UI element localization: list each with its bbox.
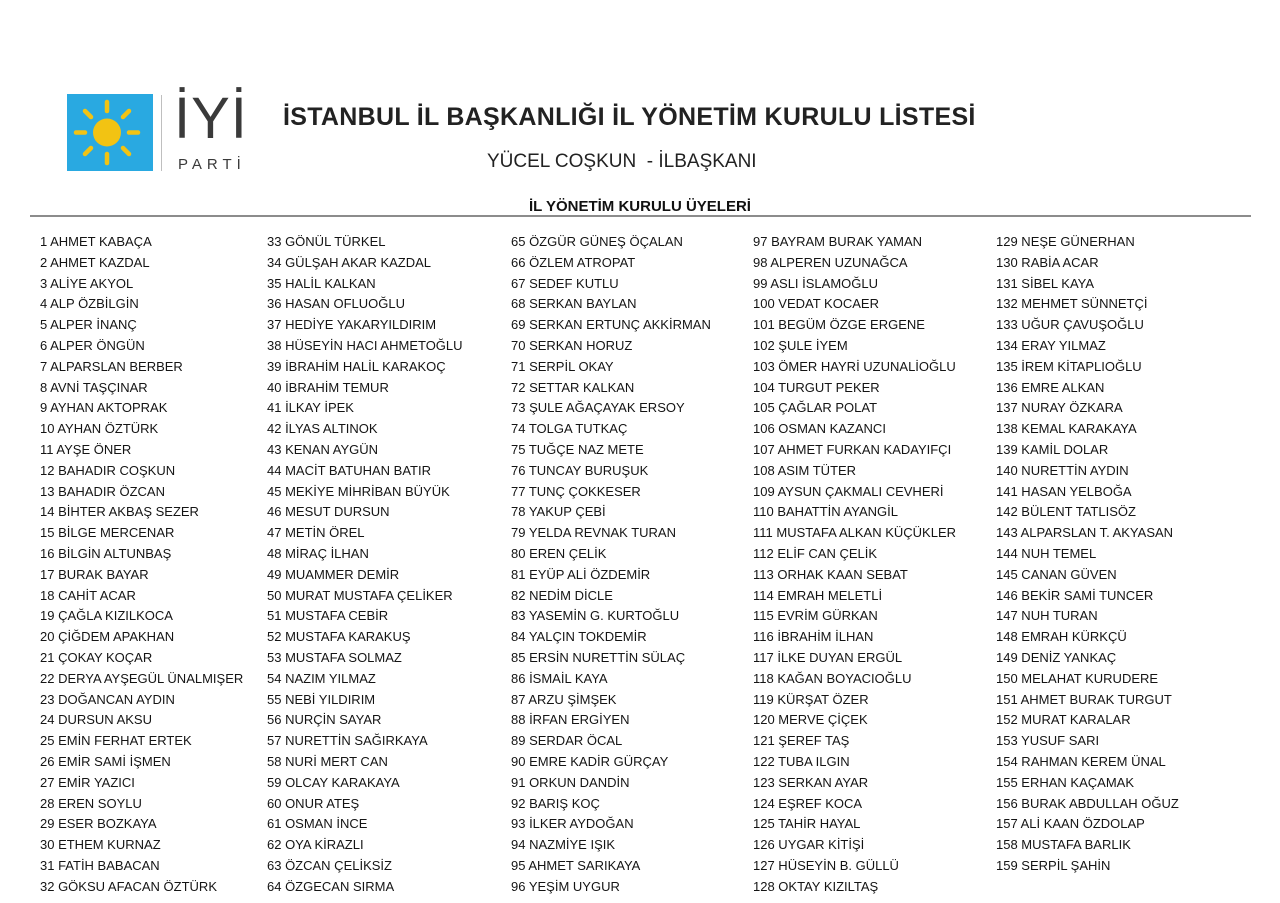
list-item: 148 EMRAH KÜRKÇÜ [996,629,1127,645]
list-item: 108 ASIM TÜTER [753,462,857,478]
list-item: 146 BEKİR SAMİ TUNCER [996,587,1154,603]
list-item: 13 BAHADIR ÖZCAN [40,483,165,499]
list-item: 9 AYHAN AKTOPRAK [40,400,168,416]
list-item: 111 MUSTAFA ALKAN KÜÇÜKLER [753,525,957,541]
list-item: 102 ŞULE İYEM [753,337,848,353]
page-title: İSTANBUL İL BAŞKANLIĞI İL YÖNETİM KURULU LİSTESİ [283,103,976,131]
list-item: 11 AYŞE ÖNER [40,441,132,457]
list-item: 84 YALÇIN TOKDEMİR [511,629,647,645]
list-item: 122 TUBA ILGIN [753,753,850,769]
member-list [0,232,1280,902]
list-item: 158 MUSTAFA BARLIK [996,837,1131,853]
list-item: 58 NURİ MERT CAN [267,753,388,769]
list-item: 69 SERKAN ERTUNÇ AKKİRMAN [511,317,711,333]
list-item: 137 NURAY ÖZKARA [996,400,1123,416]
list-item: 126 UYGAR KİTİŞİ [753,837,865,853]
list-item: 83 YASEMİN G. KURTOĞLU [511,608,680,624]
member-column-3 [511,232,711,898]
member-column-4 [753,232,956,898]
list-item: 67 SEDEF KUTLU [511,275,619,291]
list-item: 28 EREN SOYLU [40,795,142,811]
list-item: 150 MELAHAT KURUDERE [996,670,1159,686]
member-column-5 [996,232,1179,877]
list-item: 110 BAHATTİN AYANGİL [753,504,898,520]
list-item: 42 İLYAS ALTINOK [267,421,378,437]
list-item: 147 NUH TURAN [996,608,1098,624]
list-item: 119 KÜRŞAT ÖZER [753,691,869,707]
list-item: 133 UĞUR ÇAVUŞOĞLU [996,317,1144,333]
list-item: 1 AHMET KABAÇA [40,234,152,249]
list-item: 114 EMRAH MELETLİ [753,587,883,603]
list-item: 7 ALPARSLAN BERBER [40,358,183,374]
list-item: 51 MUSTAFA CEBİR [267,608,389,624]
list-item: 2 AHMET KAZDAL [40,254,150,270]
list-item: 45 MEKİYE MİHRİBAN BÜYÜK [267,483,450,499]
list-item: 103 ÖMER HAYRİ UZUNALİOĞLU [753,358,956,374]
list-item: 48 MİRAÇ İLHAN [267,545,369,561]
list-item: 149 DENİZ YANKAÇ [996,649,1117,665]
list-item: 109 AYSUN ÇAKMALI CEVHERİ [753,483,944,499]
list-item: 91 ORKUN DANDİN [511,774,630,790]
list-item: 14 BİHTER AKBAŞ SEZER [40,504,199,520]
list-item: 3 ALİYE AKYOL [40,275,134,291]
list-item: 18 CAHİT ACAR [40,587,136,603]
list-item: 116 İBRAHİM İLHAN [753,629,874,645]
list-item: 78 YAKUP ÇEBİ [511,504,606,520]
list-item: 115 EVRİM GÜRKAN [753,608,878,624]
list-item: 47 METİN ÖREL [267,525,365,541]
list-item: 62 OYA KİRAZLI [267,837,364,853]
list-item: 156 BURAK ABDULLAH OĞUZ [996,795,1179,811]
list-item: 93 İLKER AYDOĞAN [511,816,634,832]
member-column-1 [40,232,243,898]
list-item: 15 BİLGE MERCENAR [40,525,175,541]
list-item: 117 İLKE DUYAN ERGÜL [753,649,903,665]
list-item: 142 BÜLENT TATLISÖZ [996,504,1136,520]
list-item: 26 EMİR SAMİ İŞMEN [40,753,171,769]
list-item: 25 EMİN FERHAT ERTEK [40,733,192,749]
list-item: 17 BURAK BAYAR [40,566,149,582]
list-item: 100 VEDAT KOCAER [753,296,879,312]
list-item: 43 KENAN AYGÜN [267,441,379,457]
list-item: 89 SERDAR ÖCAL [511,733,623,749]
section-title: İL YÖNETİM KURULU ÜYELERİ [529,198,751,215]
list-item: 154 RAHMAN KEREM ÜNAL [996,753,1166,769]
list-item: 68 SERKAN BAYLAN [511,296,637,312]
list-item: 118 KAĞAN BOYACIOĞLU [753,670,912,686]
list-item: 129 NEŞE GÜNERHAN [996,234,1135,249]
list-item: 60 ONUR ATEŞ [267,795,360,811]
list-item: 151 AHMET BURAK TURGUT [996,691,1172,707]
page-subtitle: YÜCEL COŞKUN - İLBAŞKANI [487,151,757,172]
list-item: 138 KEMAL KARAKAYA [996,421,1137,437]
list-item: 63 ÖZCAN ÇELİKSİZ [267,857,392,873]
list-item: 55 NEBİ YILDIRIM [267,691,376,707]
list-item: 132 MEHMET SÜNNETÇİ [996,296,1148,312]
list-item: 106 OSMAN KAZANCI [753,421,886,437]
list-item: 101 BEGÜM ÖZGE ERGENE [753,317,925,333]
list-item: 131 SİBEL KAYA [996,275,1095,291]
list-item: 127 HÜSEYİN B. GÜLLÜ [753,857,899,873]
list-item: 73 ŞULE AĞAÇAYAK ERSOY [511,400,685,416]
list-item: 10 AYHAN ÖZTÜRK [40,421,159,437]
list-item: 65 ÖZGÜR GÜNEŞ ÖÇALAN [511,234,683,249]
list-item: 4 ALP ÖZBİLGİN [40,296,139,312]
list-item: 134 ERAY YILMAZ [996,337,1106,353]
list-item: 95 AHMET SARIKAYA [511,857,641,873]
list-item: 113 ORHAK KAAN SEBAT [753,566,908,582]
list-item: 157 ALİ KAAN ÖZDOLAP [996,816,1145,832]
list-item: 34 GÜLŞAH AKAR KAZDAL [267,254,432,270]
list-item: 107 AHMET FURKAN KADAYIFÇI [753,441,952,457]
list-item: 19 ÇAĞLA KIZILKOCA [40,608,173,624]
divider [30,215,1251,217]
list-item: 36 HASAN OFLUOĞLU [267,296,405,312]
list-item: 56 NURÇİN SAYAR [267,712,382,728]
list-item: 123 SERKAN AYAR [753,774,869,790]
list-item: 141 HASAN YELBOĞA [996,483,1132,499]
list-item: 152 MURAT KARALAR [996,712,1131,728]
list-item: 57 NURETTİN SAĞIRKAYA [267,733,428,749]
list-item: 40 İBRAHİM TEMUR [267,379,389,395]
list-item: 46 MESUT DURSUN [267,504,390,520]
list-item: 76 TUNCAY BURUŞUK [511,462,649,478]
list-item: 144 NUH TEMEL [996,545,1097,561]
list-item: 99 ASLI İSLAMOĞLU [753,275,879,291]
list-item: 86 İSMAİL KAYA [511,670,608,686]
list-item: 125 TAHİR HAYAL [753,816,861,832]
list-item: 87 ARZU ŞİMŞEK [511,691,617,707]
list-item: 128 OKTAY KIZILTAŞ [753,878,879,894]
list-item: 155 ERHAN KAÇAMAK [996,774,1134,790]
list-item: 41 İLKAY İPEK [267,400,354,416]
list-item: 75 TUĞÇE NAZ METE [511,441,644,457]
list-item: 92 BARIŞ KOÇ [511,795,600,811]
list-item: 135 İREM KİTAPLIOĞLU [996,358,1142,374]
list-item: 104 TURGUT PEKER [753,379,880,395]
list-item: 12 BAHADIR COŞKUN [40,462,176,478]
list-item: 64 ÖZGECAN SIRMA [267,878,395,894]
member-column-2 [267,232,463,898]
list-item: 96 YEŞİM UYGUR [511,878,620,894]
list-item: 74 TOLGA TUTKAÇ [511,421,628,437]
list-item: 105 ÇAĞLAR POLAT [753,400,878,416]
list-item: 85 ERSİN NURETTİN SÜLAÇ [511,649,686,665]
list-item: 30 ETHEM KURNAZ [40,837,161,853]
list-item: 121 ŞEREF TAŞ [753,733,850,749]
list-item: 97 BAYRAM BURAK YAMAN [753,234,923,249]
list-item: 38 HÜSEYİN HACI AHMETOĞLU [267,337,463,353]
list-item: 88 İRFAN ERGİYEN [511,712,630,728]
list-item: 59 OLCAY KARAKAYA [267,774,400,790]
list-item: 21 ÇOKAY KOÇAR [40,649,153,665]
list-item: 31 FATİH BABACAN [40,857,160,873]
list-item: 79 YELDA REVNAK TURAN [511,525,676,541]
list-item: 120 MERVE ÇİÇEK [753,712,868,728]
list-item: 22 DERYA AYŞEGÜL ÜNALMIŞER [40,670,244,686]
list-item: 53 MUSTAFA SOLMAZ [267,649,402,665]
list-item: 52 MUSTAFA KARAKUŞ [267,629,411,645]
list-item: 124 EŞREF KOCA [753,795,863,811]
list-item: 6 ALPER ÖNGÜN [40,337,145,353]
list-item: 136 EMRE ALKAN [996,379,1105,395]
list-item: 61 OSMAN İNCE [267,816,368,832]
list-item: 44 MACİT BATUHAN BATIR [267,462,431,478]
list-item: 72 SETTAR KALKAN [511,379,635,395]
list-item: 24 DURSUN AKSU [40,712,152,728]
list-item: 94 NAZMİYE IŞIK [511,837,616,853]
list-item: 29 ESER BOZKAYA [40,816,157,832]
list-item: 98 ALPEREN UZUNAĞCA [753,254,908,270]
list-item: 159 SERPİL ŞAHİN [996,857,1111,873]
list-item: 23 DOĞANCAN AYDIN [40,691,175,707]
list-item: 16 BİLGİN ALTUNBAŞ [40,545,172,561]
list-item: 37 HEDİYE YAKARYILDIRIM [267,317,437,333]
list-item: 70 SERKAN HORUZ [511,337,633,353]
party-logo-sun-icon [67,94,153,171]
list-item: 82 NEDİM DİCLE [511,587,613,603]
list-item: 139 KAMİL DOLAR [996,441,1109,457]
list-item: 8 AVNİ TAŞÇINAR [40,379,148,395]
list-item: 20 ÇİĞDEM APAKHAN [40,629,175,645]
list-item: 54 NAZIM YILMAZ [267,670,376,686]
list-item: 49 MUAMMER DEMİR [267,566,400,582]
list-item: 27 EMİR YAZICI [40,774,135,790]
list-item: 35 HALİL KALKAN [267,275,376,291]
list-item: 33 GÖNÜL TÜRKEL [267,234,386,249]
list-item: 112 ELİF CAN ÇELİK [753,545,878,561]
list-item: 39 İBRAHİM HALİL KARAKOÇ [267,358,446,374]
list-item: 81 EYÜP ALİ ÖZDEMİR [511,566,651,582]
list-item: 80 EREN ÇELİK [511,545,607,561]
list-item: 50 MURAT MUSTAFA ÇELİKER [267,587,453,603]
logo-wordmark: İYİ [174,86,248,151]
list-item: 5 ALPER İNANÇ [40,317,137,333]
list-item: 32 GÖKSU AFACAN ÖZTÜRK [40,878,217,894]
list-item: 140 NURETTİN AYDIN [996,462,1129,478]
list-item: 77 TUNÇ ÇOKKESER [511,483,641,499]
list-item: 130 RABİA ACAR [996,254,1099,270]
list-item: 71 SERPİL OKAY [511,358,614,374]
logo-tagline: PARTİ [178,156,246,173]
list-item: 66 ÖZLEM ATROPAT [511,254,636,270]
list-item: 153 YUSUF SARI [996,733,1100,749]
logo-divider [161,95,162,171]
list-item: 145 CANAN GÜVEN [996,566,1117,582]
list-item: 90 EMRE KADİR GÜRÇAY [511,753,669,769]
list-item: 143 ALPARSLAN T. AKYASAN [996,525,1174,541]
